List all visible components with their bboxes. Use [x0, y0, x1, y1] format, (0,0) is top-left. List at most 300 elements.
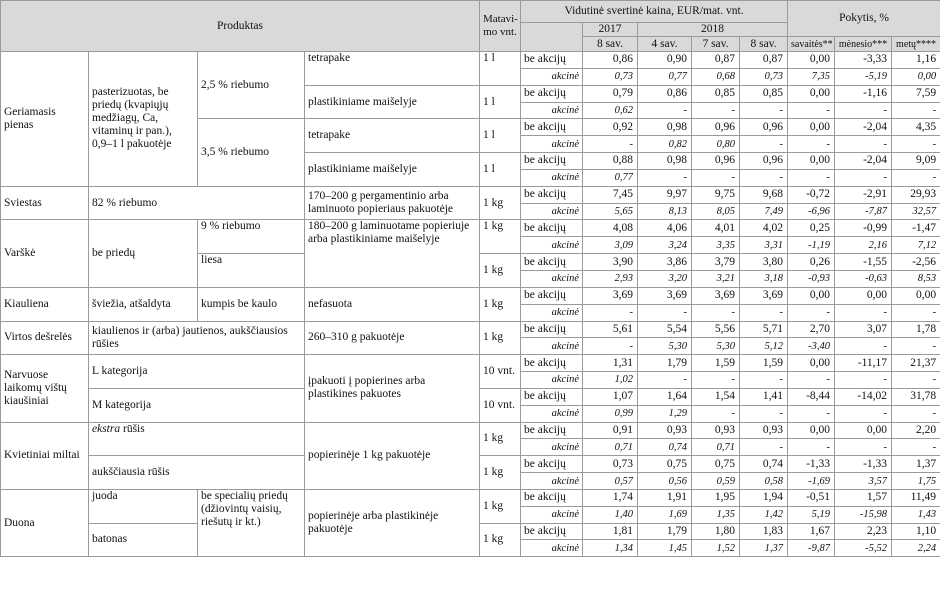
table-row — [1, 489, 940, 506]
table-row — [1, 422, 940, 439]
price-cell: 9,68 — [740, 186, 788, 203]
change-cell: 0,00 — [835, 287, 892, 304]
price-cell: 3,79 — [692, 254, 740, 271]
price-cell: 3,90 — [583, 254, 638, 271]
price-cell: 1,95 — [692, 489, 740, 506]
header-week: 7 sav. — [692, 37, 740, 52]
product-duona: Duona — [1, 489, 89, 556]
bread-batonas: batonas — [89, 523, 198, 557]
price-cell: 1,64 — [638, 388, 692, 405]
label-be-akciju: be akcijų — [521, 220, 583, 237]
header-week: 4 sav. — [638, 37, 692, 52]
price-cell: 3,18 — [740, 270, 788, 287]
price-cell: 3,09 — [583, 237, 638, 254]
price-cell: 3,31 — [740, 237, 788, 254]
table-row — [1, 220, 940, 237]
unit: 1 kg — [480, 220, 521, 254]
header-pokytis: Pokytis, % — [788, 1, 940, 37]
price-cell: 5,65 — [583, 203, 638, 220]
fat-25: 2,5 % riebumo — [198, 52, 305, 119]
price-cell: 0,96 — [740, 153, 788, 170]
price-cell: 7,45 — [583, 186, 638, 203]
price-cell: 3,69 — [692, 287, 740, 304]
change-cell: - — [788, 405, 835, 422]
price-cell: 1,81 — [583, 523, 638, 540]
pack-duona: popierinėje arba plastikinėje pakuotėje — [305, 489, 480, 556]
price-cell: 1,59 — [692, 355, 740, 372]
change-cell: 29,93 — [892, 186, 940, 203]
change-cell: 0,00 — [788, 85, 835, 102]
price-cell: 3,21 — [692, 270, 740, 287]
label-akcine: akcinė — [521, 506, 583, 523]
change-cell: 1,37 — [892, 456, 940, 473]
table-row — [1, 321, 940, 338]
price-cell: - — [583, 338, 638, 355]
label-be-akciju: be akcijų — [521, 422, 583, 439]
price-cell: 5,71 — [740, 321, 788, 338]
grade-auksciausia: aukščiausia rūšis — [89, 456, 305, 490]
label-akcine: akcinė — [521, 68, 583, 85]
category-l: L kategorija — [89, 355, 305, 389]
label-be-akciju: be akcijų — [521, 153, 583, 170]
price-cell: 1,69 — [638, 506, 692, 523]
unit: 1 kg — [480, 321, 521, 355]
grade-rusis: rūšis — [120, 422, 145, 435]
price-cell: 5,61 — [583, 321, 638, 338]
change-cell: 11,49 — [892, 489, 940, 506]
product-miltai: Kvietiniai miltai — [1, 422, 89, 489]
change-cell: -5,19 — [835, 68, 892, 85]
pack-maiselyje: plastikiniame maišelyje — [305, 153, 480, 187]
price-cell: - — [638, 304, 692, 321]
price-cell: 0,82 — [638, 136, 692, 153]
price-cell: 0,86 — [583, 52, 638, 69]
price-cell: 5,54 — [638, 321, 692, 338]
change-cell: -9,87 — [788, 540, 835, 557]
label-akcine: akcinė — [521, 169, 583, 186]
unit: 1 l — [480, 153, 521, 187]
change-cell: - — [892, 102, 940, 119]
price-cell: - — [638, 102, 692, 119]
label-be-akciju: be akcijų — [521, 456, 583, 473]
unit: 10 vnt. — [480, 388, 521, 422]
pack-nefasuota: nefasuota — [305, 287, 480, 321]
change-cell: - — [892, 304, 940, 321]
label-akcine: akcinė — [521, 270, 583, 287]
product-desreles: Virtos dešrelės — [1, 321, 89, 355]
change-cell: - — [892, 439, 940, 456]
price-cell: - — [583, 136, 638, 153]
price-cell: - — [740, 169, 788, 186]
change-cell: -2,04 — [835, 153, 892, 170]
label-be-akciju: be akcijų — [521, 388, 583, 405]
change-cell: 2,23 — [835, 523, 892, 540]
header-2017: 2017 — [583, 23, 638, 37]
price-cell: - — [692, 372, 740, 389]
price-cell: 0,68 — [692, 68, 740, 85]
price-cell: - — [692, 169, 740, 186]
price-cell: 0,91 — [583, 422, 638, 439]
product-varske-desc: be priedų — [89, 220, 198, 287]
change-cell: 1,10 — [892, 523, 940, 540]
price-cell: 9,75 — [692, 186, 740, 203]
change-cell: 0,00 — [892, 68, 940, 85]
fat-liesa: liesa — [198, 254, 305, 288]
change-cell: -1,69 — [788, 473, 835, 490]
bread-desc: be specialių priedų (džiovintų vaisių, riešutų ir kt.) — [198, 489, 305, 556]
price-cell: 2,93 — [583, 270, 638, 287]
change-cell: 1,16 — [892, 52, 940, 69]
unit: 10 vnt. — [480, 355, 521, 389]
change-cell: - — [835, 136, 892, 153]
header-savaites: savaitės** — [788, 37, 835, 52]
change-cell: -7,87 — [835, 203, 892, 220]
price-cell: 3,24 — [638, 237, 692, 254]
product-desreles-desc: kiaulienos ir (arba) jautienos, aukščiausios rūšies — [89, 321, 305, 355]
unit: 1 kg — [480, 287, 521, 321]
label-be-akciju: be akcijų — [521, 321, 583, 338]
product-varske: Varškė — [1, 220, 89, 287]
grade-ekstra — [89, 422, 305, 456]
product-kiauliena: Kiauliena — [1, 287, 89, 321]
price-cell: - — [740, 372, 788, 389]
change-cell: 7,35 — [788, 68, 835, 85]
change-cell: -1,33 — [788, 456, 835, 473]
price-cell: 0,77 — [583, 169, 638, 186]
price-cell: 0,96 — [740, 119, 788, 136]
price-cell: 1,94 — [740, 489, 788, 506]
category-m: M kategorija — [89, 388, 305, 422]
price-cell: 1,45 — [638, 540, 692, 557]
change-cell: - — [892, 169, 940, 186]
price-cell: 1,41 — [740, 388, 788, 405]
header-week: 8 sav. — [740, 37, 788, 52]
price-cell: 1,02 — [583, 372, 638, 389]
price-cell: 0,87 — [740, 52, 788, 69]
product-kiausiniai: Narvuose laikomų vištų kiaušiniai — [1, 355, 89, 422]
price-cell: - — [692, 304, 740, 321]
change-cell: - — [835, 439, 892, 456]
table-row — [1, 287, 940, 304]
price-cell: 1,91 — [638, 489, 692, 506]
price-cell: 4,02 — [740, 220, 788, 237]
change-cell: 2,16 — [835, 237, 892, 254]
price-cell: 1,80 — [692, 523, 740, 540]
change-cell: 2,24 — [892, 540, 940, 557]
price-cell: 0,86 — [638, 85, 692, 102]
price-cell: - — [692, 102, 740, 119]
product-sviestas: Sviestas — [1, 186, 89, 220]
price-cell: 3,69 — [583, 287, 638, 304]
change-cell: -0,51 — [788, 489, 835, 506]
price-cell: 0,75 — [638, 456, 692, 473]
change-cell: - — [892, 136, 940, 153]
product-pienas: Geriamasis pienas — [1, 52, 89, 187]
price-cell: 0,71 — [583, 439, 638, 456]
change-cell: -1,16 — [835, 85, 892, 102]
pack-kiausiniai: įpakuoti į popierines arba plastikines pakuotes — [305, 355, 480, 422]
label-be-akciju: be akcijų — [521, 186, 583, 203]
label-akcine: akcinė — [521, 237, 583, 254]
header-2018: 2018 — [638, 23, 788, 37]
change-cell: -0,99 — [835, 220, 892, 237]
price-cell: 1,34 — [583, 540, 638, 557]
header-produktas: Produktas — [1, 1, 480, 52]
price-cell: 0,87 — [692, 52, 740, 69]
table-row — [1, 52, 940, 69]
price-cell: 0,57 — [583, 473, 638, 490]
change-cell: 9,09 — [892, 153, 940, 170]
change-cell: -11,17 — [835, 355, 892, 372]
label-akcine: akcinė — [521, 102, 583, 119]
change-cell: -3,33 — [835, 52, 892, 69]
label-akcine: akcinė — [521, 473, 583, 490]
price-cell: 1,40 — [583, 506, 638, 523]
label-akcine: akcinė — [521, 136, 583, 153]
price-cell: 5,56 — [692, 321, 740, 338]
change-cell: 7,12 — [892, 237, 940, 254]
price-cell: - — [740, 439, 788, 456]
price-cell: 1,83 — [740, 523, 788, 540]
price-cell: 5,30 — [692, 338, 740, 355]
price-cell: 1,37 — [740, 540, 788, 557]
change-cell: - — [835, 405, 892, 422]
change-cell: - — [892, 405, 940, 422]
change-cell: - — [835, 102, 892, 119]
change-cell: - — [788, 439, 835, 456]
price-cell: 0,77 — [638, 68, 692, 85]
change-cell: -0,72 — [788, 186, 835, 203]
price-cell: 0,93 — [692, 422, 740, 439]
price-cell: 0,73 — [740, 68, 788, 85]
price-cell: - — [692, 405, 740, 422]
label-akcine: akcinė — [521, 439, 583, 456]
product-pienas-desc: pasterizuotas, be priedų (kvapiųjų medžiagų, Ca, vitaminų ir pan.), 0,9–1 l pakuotėje — [89, 52, 198, 187]
change-cell: - — [835, 169, 892, 186]
price-cell: 0,56 — [638, 473, 692, 490]
change-cell: -1,47 — [892, 220, 940, 237]
unit: 1 kg — [480, 523, 521, 557]
label-be-akciju: be akcijų — [521, 254, 583, 271]
price-cell: 4,06 — [638, 220, 692, 237]
change-cell: - — [835, 372, 892, 389]
unit: 1 kg — [480, 456, 521, 490]
change-cell: - — [835, 304, 892, 321]
header-metu: metų**** — [892, 37, 940, 52]
change-cell: 0,00 — [788, 287, 835, 304]
unit: 1 kg — [480, 489, 521, 523]
price-cell: 7,49 — [740, 203, 788, 220]
price-cell: 0,71 — [692, 439, 740, 456]
price-cell: - — [638, 372, 692, 389]
change-cell: -2,91 — [835, 186, 892, 203]
price-cell: - — [740, 102, 788, 119]
price-cell: 9,97 — [638, 186, 692, 203]
label-akcine: akcinė — [521, 304, 583, 321]
price-cell: 0,80 — [692, 136, 740, 153]
price-cell: 0,98 — [638, 153, 692, 170]
price-cell: 8,13 — [638, 203, 692, 220]
table-row — [1, 355, 940, 372]
price-cell: 3,86 — [638, 254, 692, 271]
label-be-akciju: be akcijų — [521, 489, 583, 506]
price-cell: 1,35 — [692, 506, 740, 523]
label-akcine: akcinė — [521, 338, 583, 355]
price-cell: 0,85 — [692, 85, 740, 102]
bread-juoda: juoda — [89, 489, 198, 523]
change-cell: - — [788, 136, 835, 153]
price-cell: 0,92 — [583, 119, 638, 136]
label-akcine: akcinė — [521, 203, 583, 220]
price-cell: 5,30 — [638, 338, 692, 355]
price-cell: 0,73 — [583, 456, 638, 473]
change-cell: -14,02 — [835, 388, 892, 405]
change-cell: 8,53 — [892, 270, 940, 287]
pack-maiselyje: plastikiniame maišelyje — [305, 85, 480, 119]
price-cell: 8,05 — [692, 203, 740, 220]
price-cell: 1,52 — [692, 540, 740, 557]
price-cell: 0,90 — [638, 52, 692, 69]
price-cell: 0,85 — [740, 85, 788, 102]
price-cell: 1,42 — [740, 506, 788, 523]
label-akcine: akcinė — [521, 540, 583, 557]
change-cell: -5,52 — [835, 540, 892, 557]
price-cell: 1,79 — [638, 523, 692, 540]
change-cell: 21,37 — [892, 355, 940, 372]
price-cell: 1,59 — [740, 355, 788, 372]
change-cell: 31,78 — [892, 388, 940, 405]
fat-9: 9 % riebumo — [198, 220, 305, 254]
pack-desreles: 260–310 g pakuotėje — [305, 321, 480, 355]
change-cell: 32,57 — [892, 203, 940, 220]
label-be-akciju: be akcijų — [521, 52, 583, 69]
change-cell: - — [892, 338, 940, 355]
price-cell: 1,29 — [638, 405, 692, 422]
price-cell: - — [740, 405, 788, 422]
price-cell: 0,74 — [740, 456, 788, 473]
label-be-akciju: be akcijų — [521, 119, 583, 136]
price-cell: 0,93 — [740, 422, 788, 439]
price-cell: - — [740, 304, 788, 321]
price-cell: 0,98 — [638, 119, 692, 136]
price-cell: - — [583, 304, 638, 321]
product-kiauliena-desc: šviežia, atšaldyta — [89, 287, 198, 321]
price-cell: 0,58 — [740, 473, 788, 490]
change-cell: - — [892, 372, 940, 389]
price-cell: 3,69 — [638, 287, 692, 304]
unit: 1 kg — [480, 186, 521, 220]
change-cell: 3,57 — [835, 473, 892, 490]
label-be-akciju: be akcijų — [521, 523, 583, 540]
label-be-akciju: be akcijų — [521, 355, 583, 372]
pack-varske: 180–200 g laminuotame popieriuje arba plastikiniame maišelyje — [305, 220, 480, 287]
change-cell: 4,35 — [892, 119, 940, 136]
change-cell: -2,04 — [835, 119, 892, 136]
price-cell: 0,96 — [692, 153, 740, 170]
price-cell: - — [638, 169, 692, 186]
change-cell: -2,56 — [892, 254, 940, 271]
unit: 1 l — [480, 119, 521, 153]
change-cell: -0,93 — [788, 270, 835, 287]
header-kaina: Vidutinė svertinė kaina, EUR/mat. vnt. — [521, 1, 788, 23]
unit: 1 kg — [480, 422, 521, 456]
price-cell: 1,31 — [583, 355, 638, 372]
price-cell: 4,08 — [583, 220, 638, 237]
change-cell: 3,07 — [835, 321, 892, 338]
change-cell: 7,59 — [892, 85, 940, 102]
change-cell: -8,44 — [788, 388, 835, 405]
change-cell: 0,00 — [835, 422, 892, 439]
change-cell: - — [788, 169, 835, 186]
header-menesio: mėnesio*** — [835, 37, 892, 52]
price-cell: 5,12 — [740, 338, 788, 355]
price-cell: 0,79 — [583, 85, 638, 102]
product-sviestas-desc: 82 % riebumo — [89, 186, 305, 220]
fat-35: 3,5 % riebumo — [198, 119, 305, 186]
change-cell: -0,63 — [835, 270, 892, 287]
pack-tetrapake: tetrapake — [305, 52, 480, 86]
change-cell: -15,98 — [835, 506, 892, 523]
change-cell: 0,00 — [788, 119, 835, 136]
change-cell: 2,20 — [892, 422, 940, 439]
change-cell: - — [788, 372, 835, 389]
pack-sviestas: 170–200 g pergamentinio arba laminuoto popieriaus pakuotėje — [305, 186, 480, 220]
price-cell: 0,96 — [692, 119, 740, 136]
table-row — [1, 186, 940, 203]
unit: 1 kg — [480, 254, 521, 288]
price-cell: 3,20 — [638, 270, 692, 287]
grade-ekstra-word: ekstra — [92, 422, 121, 435]
price-cell: 1,79 — [638, 355, 692, 372]
unit: 1 l — [480, 52, 521, 86]
price-cell: 0,93 — [638, 422, 692, 439]
change-cell: 2,70 — [788, 321, 835, 338]
label-be-akciju: be akcijų — [521, 85, 583, 102]
label-akcine: akcinė — [521, 405, 583, 422]
price-cell: 3,35 — [692, 237, 740, 254]
price-cell: 0,59 — [692, 473, 740, 490]
change-cell: -1,19 — [788, 237, 835, 254]
change-cell: 1,75 — [892, 473, 940, 490]
price-cell: 0,74 — [638, 439, 692, 456]
label-be-akciju: be akcijų — [521, 287, 583, 304]
price-cell: 3,69 — [740, 287, 788, 304]
header-week: 8 sav. — [583, 37, 638, 52]
change-cell: - — [788, 102, 835, 119]
cut-kumpis: kumpis be kaulo — [198, 287, 305, 321]
change-cell: 0,00 — [788, 355, 835, 372]
price-cell: 0,73 — [583, 68, 638, 85]
change-cell: 1,43 — [892, 506, 940, 523]
price-cell: 1,07 — [583, 388, 638, 405]
pack-miltai: popierinėje 1 kg pakuotėje — [305, 422, 480, 489]
change-cell: -6,96 — [788, 203, 835, 220]
price-cell: 0,62 — [583, 102, 638, 119]
change-cell: 1,78 — [892, 321, 940, 338]
price-cell: 3,80 — [740, 254, 788, 271]
change-cell: 0,00 — [892, 287, 940, 304]
change-cell: 0,00 — [788, 52, 835, 69]
change-cell: -1,55 — [835, 254, 892, 271]
change-cell: 0,00 — [788, 422, 835, 439]
price-cell: 0,88 — [583, 153, 638, 170]
change-cell: -1,33 — [835, 456, 892, 473]
price-cell: 1,54 — [692, 388, 740, 405]
unit: 1 l — [480, 85, 521, 119]
label-akcine: akcinė — [521, 372, 583, 389]
change-cell: - — [788, 304, 835, 321]
price-cell: 0,99 — [583, 405, 638, 422]
